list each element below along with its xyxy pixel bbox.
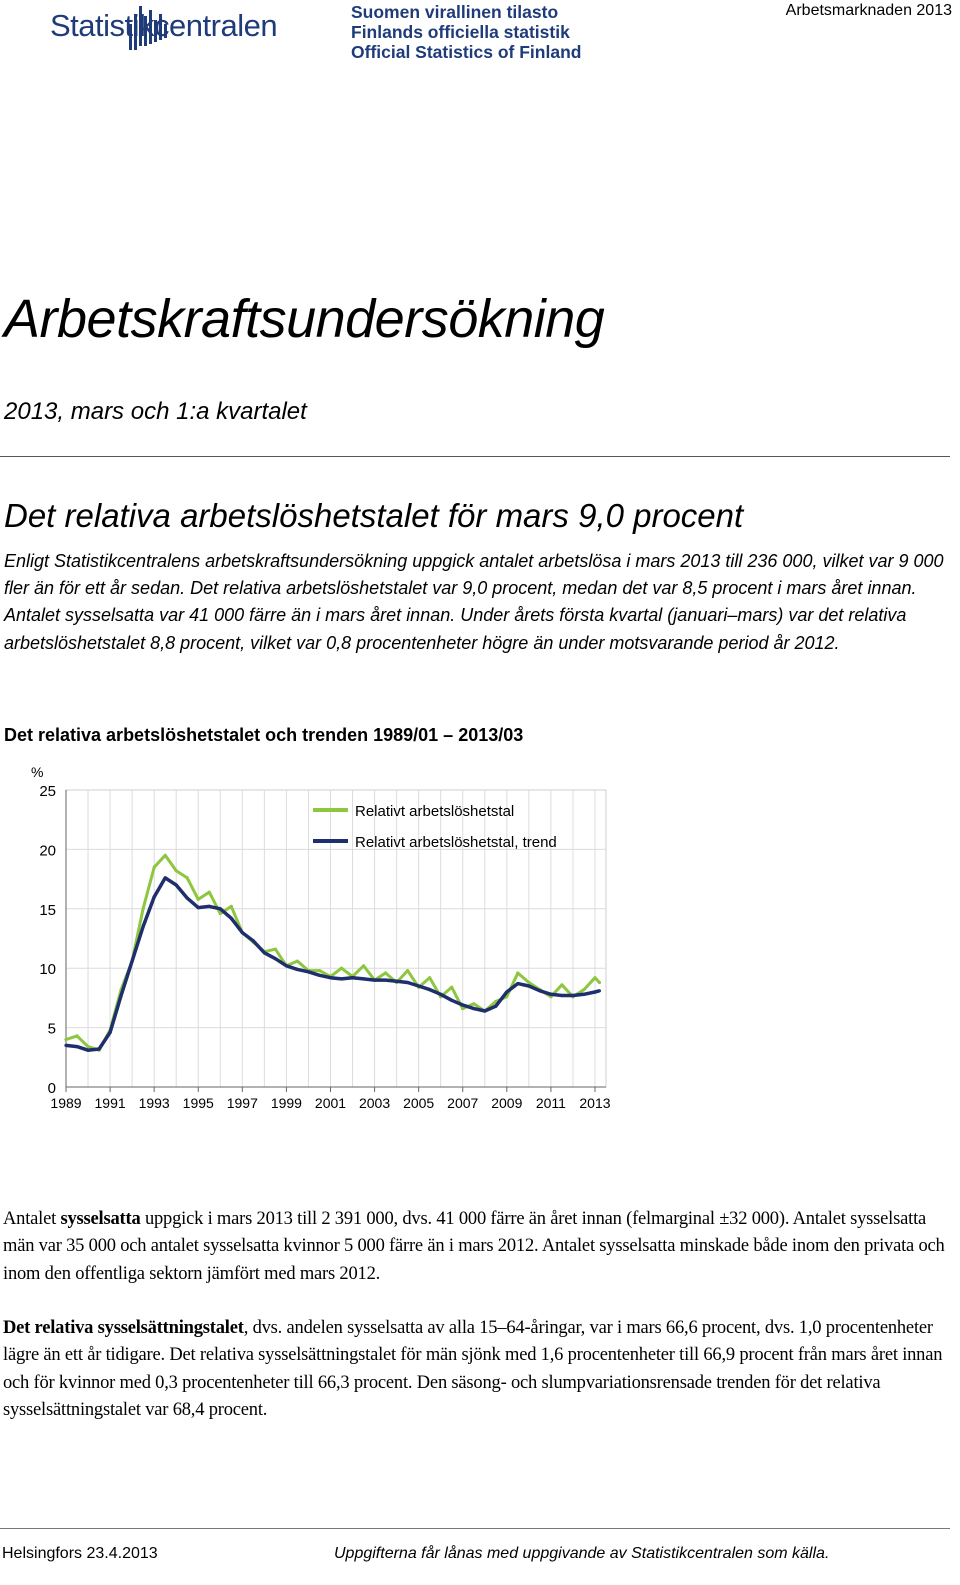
y-tick-label: 0 bbox=[47, 1080, 56, 1097]
point-trend bbox=[494, 1005, 497, 1008]
point-trend bbox=[598, 989, 601, 992]
legend-label: Relativt arbetslöshetstal, trend bbox=[355, 834, 557, 851]
footer-divider bbox=[0, 1528, 950, 1529]
paragraph-employment-rate bbox=[3, 1315, 953, 1424]
point-trend bbox=[329, 976, 332, 979]
official-line-sv: Finlands officiella statistik bbox=[351, 22, 570, 42]
logo-wordmark: Statistikcentralen bbox=[50, 8, 278, 43]
official-statistics-label bbox=[351, 2, 581, 62]
point-unemployment bbox=[318, 969, 321, 972]
point-trend bbox=[186, 897, 189, 900]
point-trend bbox=[164, 876, 167, 879]
point-trend bbox=[318, 974, 321, 977]
x-tick-label: 2013 bbox=[579, 1095, 611, 1111]
point-trend bbox=[307, 970, 310, 973]
point-unemployment bbox=[86, 1045, 89, 1048]
point-trend bbox=[538, 989, 541, 992]
paragraph-employed-a: Antalet bbox=[3, 1209, 61, 1229]
point-unemployment bbox=[384, 971, 387, 974]
x-tick-label: 2003 bbox=[358, 1095, 391, 1111]
point-trend bbox=[516, 982, 519, 985]
paragraph-employment-rate-bold: Det relativa sysselsättningstalet bbox=[3, 1318, 244, 1338]
point-unemployment bbox=[527, 981, 530, 984]
point-trend bbox=[241, 931, 244, 934]
x-tick-label: 1993 bbox=[138, 1095, 170, 1111]
point-trend bbox=[131, 960, 134, 963]
lead-paragraph: Enligt Statistikcentralens arbetskraftsundersökning uppgick antalet arbetslösa i mars 2013 till 236 000, vilket var 9 000 fler än för ett år sedan. Det relativa arbetslöshetstalet var 9,0 procent, medan det var 8,5 procent i mars året innan. Antalet sysselsatta var 41 000 färre än i mars året innan. Under årets första kvartal (januari–mars) var det relativa arbetslöshetstalet 8,8 procent, vilket var 0,8 procentenheter högre än under motsvarande period år 2012. bbox=[4, 551, 944, 653]
point-unemployment bbox=[340, 967, 343, 970]
x-tick-label: 1995 bbox=[182, 1095, 214, 1111]
point-trend bbox=[428, 988, 431, 991]
point-trend bbox=[252, 939, 255, 942]
x-tick-label: 2005 bbox=[403, 1095, 435, 1111]
point-unemployment bbox=[296, 960, 299, 963]
page-subtitle: 2013, mars och 1:a kvartalet bbox=[4, 398, 307, 425]
point-trend bbox=[593, 990, 596, 993]
point-trend bbox=[263, 951, 266, 954]
point-unemployment bbox=[428, 976, 431, 979]
y-axis-label: % bbox=[31, 764, 44, 780]
point-trend bbox=[75, 1045, 78, 1048]
headline: Det relativa arbetslöshetstalet för mars 9,0 procent bbox=[4, 497, 744, 534]
paragraph-employed bbox=[3, 1206, 953, 1288]
point-trend bbox=[483, 1009, 486, 1012]
point-trend bbox=[86, 1049, 89, 1052]
point-unemployment bbox=[175, 869, 178, 872]
series-name: Arbetsmarknaden 2013 bbox=[785, 2, 952, 19]
point-trend bbox=[197, 906, 200, 909]
point-unemployment bbox=[75, 1034, 78, 1037]
point-unemployment bbox=[362, 964, 365, 967]
point-unemployment bbox=[208, 891, 211, 894]
point-unemployment bbox=[64, 1038, 67, 1041]
point-unemployment bbox=[164, 854, 167, 857]
point-trend bbox=[362, 977, 365, 980]
chart-title: Det relativa arbetslöshetstalet och trenden 1989/01 – 2013/03 bbox=[4, 725, 524, 745]
x-tick-label: 2009 bbox=[491, 1095, 523, 1111]
paragraph-employed-c: uppgick i mars 2013 till 2 391 000, dvs. 41 000 färre än året innan (felmarginal ±32 000). Antalet sysselsatta män var 35 000 och antalet sysselsatta kvinnor 5 000 färre än i mars 2012. Antalet sysselsatta minskade både inom den privata och inom den offentliga sektorn jämfört med mars 2012. bbox=[3, 1209, 945, 1284]
point-unemployment bbox=[461, 1007, 464, 1010]
point-trend bbox=[549, 993, 552, 996]
point-trend bbox=[571, 994, 574, 997]
point-trend bbox=[439, 993, 442, 996]
point-trend bbox=[505, 990, 508, 993]
official-line-fi: Suomen virallinen tilasto bbox=[351, 2, 559, 22]
point-trend bbox=[384, 979, 387, 982]
x-tick-label: 2011 bbox=[535, 1095, 566, 1111]
point-unemployment bbox=[230, 905, 233, 908]
point-unemployment bbox=[560, 983, 563, 986]
point-trend bbox=[417, 984, 420, 987]
y-tick-label: 15 bbox=[39, 901, 56, 919]
point-unemployment bbox=[142, 907, 145, 910]
point-trend bbox=[395, 980, 398, 983]
x-tick-label: 1991 bbox=[94, 1095, 126, 1111]
point-trend bbox=[208, 905, 211, 908]
y-tick-label: 10 bbox=[39, 961, 56, 979]
point-unemployment bbox=[598, 981, 601, 984]
point-unemployment bbox=[472, 1002, 475, 1005]
point-trend bbox=[296, 968, 299, 971]
paragraph-employed-bold: sysselsatta bbox=[60, 1209, 141, 1229]
point-trend bbox=[351, 976, 354, 979]
point-trend bbox=[175, 883, 178, 886]
official-line-en: Official Statistics of Finland bbox=[351, 42, 582, 62]
title-divider bbox=[0, 456, 950, 457]
point-unemployment bbox=[582, 988, 585, 991]
x-tick-label: 1999 bbox=[270, 1095, 302, 1111]
x-tick-label: 1989 bbox=[50, 1095, 82, 1111]
x-tick-label: 2001 bbox=[314, 1095, 347, 1111]
point-trend bbox=[461, 1003, 464, 1006]
point-unemployment bbox=[593, 976, 596, 979]
point-trend bbox=[373, 979, 376, 982]
point-trend bbox=[153, 895, 156, 898]
point-trend bbox=[450, 999, 453, 1002]
point-trend bbox=[219, 907, 222, 910]
point-unemployment bbox=[186, 876, 189, 879]
y-tick-label: 5 bbox=[47, 1020, 56, 1038]
point-trend bbox=[142, 925, 145, 928]
point-unemployment bbox=[406, 969, 409, 972]
point-trend bbox=[527, 984, 530, 987]
point-trend bbox=[406, 981, 409, 984]
page-title: Arbetskraftsundersökning bbox=[4, 289, 605, 349]
point-trend bbox=[120, 994, 123, 997]
point-trend bbox=[98, 1047, 101, 1050]
y-tick-label: 20 bbox=[39, 842, 56, 860]
footer-place-date: Helsingfors 23.4.2013 bbox=[2, 1545, 158, 1562]
point-trend bbox=[230, 917, 233, 920]
unemployment-chart bbox=[28, 762, 628, 1122]
legend-label: Relativt arbetslöshetstal bbox=[355, 803, 515, 820]
footer-source-note: Uppgifterna får lånas med uppgivande av Statistikcentralen som källa. bbox=[334, 1545, 830, 1562]
point-trend bbox=[274, 957, 277, 960]
point-unemployment bbox=[450, 986, 453, 989]
x-tick-label: 1997 bbox=[226, 1095, 258, 1111]
point-trend bbox=[285, 964, 288, 967]
point-unemployment bbox=[219, 912, 222, 915]
point-unemployment bbox=[274, 948, 277, 951]
point-trend bbox=[109, 1031, 112, 1034]
x-tick-label: 2007 bbox=[447, 1095, 479, 1111]
paragraph-employment-rate-c: , dvs. andelen sysselsatta av alla 15–64-åringar, var i mars 66,6 procent, dvs. 1,0 procentenheter lägre än ett år tidigare. Det relativa sysselsättningstalet för män sjönk med 1,6 procentenheter till 66,9 procent från mars året innan och för kvinnor med 0,3 procentenheter till 66,3 procent. Den säsong- och slumpvariationsrensade trenden för det relativa sysselsättningstalet var 68,4 procent. bbox=[3, 1318, 943, 1420]
point-trend bbox=[340, 977, 343, 980]
point-unemployment bbox=[516, 971, 519, 974]
point-trend bbox=[64, 1044, 67, 1047]
point-unemployment bbox=[197, 898, 200, 901]
y-tick-label: 25 bbox=[39, 783, 56, 800]
point-trend bbox=[582, 993, 585, 996]
point-trend bbox=[472, 1007, 475, 1010]
point-trend bbox=[560, 994, 563, 997]
point-unemployment bbox=[153, 866, 156, 869]
